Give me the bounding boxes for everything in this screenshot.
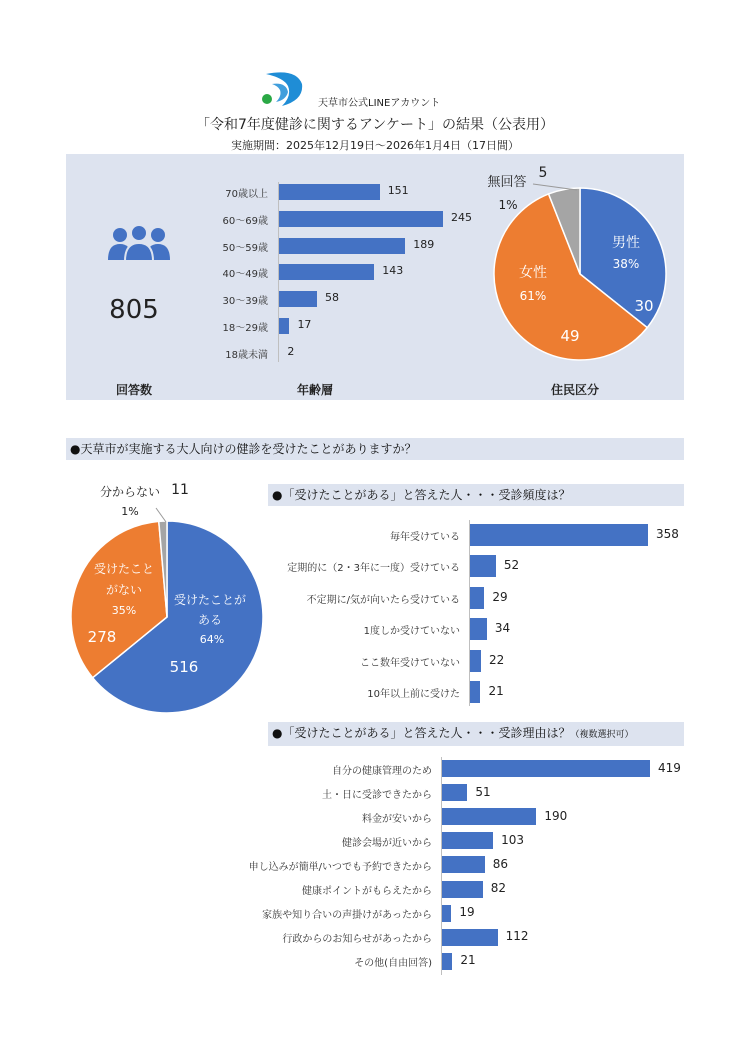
age-category-label: 40～49歳 — [222, 269, 268, 281]
reason-value-label: 112 — [505, 929, 529, 944]
female-percent: 61% — [519, 289, 547, 303]
survey-period: 実施期間：2025年12月19日～2026年1月4日（17日間） — [231, 139, 519, 152]
not-experienced-label-line2: がない — [105, 583, 143, 597]
no-answer-percent: 1% — [498, 198, 518, 212]
reason-value-label: 19 — [459, 905, 475, 920]
reason-bar — [442, 929, 498, 946]
reason-bar — [442, 808, 536, 825]
female-label: 女性 — [519, 265, 547, 281]
freq-value-label: 358 — [656, 527, 679, 541]
experienced-count: 516 — [169, 658, 199, 676]
age-value-label: 143 — [382, 264, 404, 278]
age-category-label: 70歳以上 — [225, 189, 268, 200]
freq-value-label: 29 — [492, 589, 508, 604]
total-label: 回答数 — [115, 383, 152, 397]
age-category-label: 60～69歳 — [222, 215, 268, 227]
reason-bar — [442, 856, 485, 873]
age-category-label: 18歳未満 — [225, 349, 268, 361]
reason-value-label: 419 — [658, 760, 681, 775]
male-percent: 38% — [612, 257, 640, 271]
reason-value-label: 86 — [492, 856, 508, 871]
reason-bar — [442, 784, 467, 801]
freq-value-label: 22 — [488, 652, 505, 667]
reason-value-label: 51 — [475, 784, 491, 799]
reason-bar — [442, 760, 650, 777]
reason-bar — [442, 953, 452, 970]
experienced-label-line1: 受けたことが — [173, 593, 247, 607]
not-experienced-count: 278 — [87, 628, 117, 646]
age-value-label: 58 — [325, 291, 340, 305]
unknown-label: 分からない — [99, 485, 161, 499]
q3-header-note: （複数選択可） — [570, 730, 634, 740]
reason-category-label: 申し込みが簡単/いつでも予約できたから — [248, 861, 432, 873]
freq-category-label: 毎年受けている — [390, 532, 460, 543]
reason-category-label: 土・日に受診できたから — [322, 789, 432, 801]
reason-category-label: 料金が安いから — [362, 813, 432, 825]
experienced-percent: 64% — [199, 633, 225, 646]
freq-category-label: 10年以上前に受けた — [367, 689, 460, 700]
freq-value-label: 52 — [503, 558, 520, 573]
freq-value-label: 34 — [494, 621, 511, 636]
experienced-label-line2: ある — [197, 613, 223, 627]
reason-category-label: 自分の健康管理のため — [332, 765, 432, 777]
q2-header: ●「受けたことがある」と答えた人・・・受診頻度は？ — [268, 484, 684, 506]
total-responses: 805 — [109, 295, 159, 325]
freq-category-label: 不定期に/気が向いたら受けている — [306, 594, 460, 606]
freq-category-label: 1度しか受けていない — [363, 626, 460, 638]
residence-label: 住民区分 — [550, 383, 599, 397]
reason-axis-line — [441, 757, 442, 975]
reason-category-label: その他(自由回答) — [354, 958, 432, 970]
reason-category-label: 行政からのお知らせがあったから — [282, 934, 432, 946]
age-label: 年齢層 — [296, 383, 333, 397]
male-label: 男性 — [612, 235, 640, 251]
account-name: 天草市公式LINEアカウント — [318, 98, 441, 109]
page-title: 「令和7年度健診に関するアンケート」の結果（公表用） — [195, 117, 555, 133]
freq-category-label: 定期的に（2・3年に一度）受けている — [287, 563, 460, 575]
not-experienced-label-line1: 受けたこと — [93, 562, 155, 576]
age-category-label: 50～59歳 — [222, 242, 268, 254]
reason-bar — [442, 832, 493, 849]
reason-value-label: 103 — [501, 832, 525, 847]
not-experienced-percent: 35% — [111, 604, 137, 617]
reason-value-label: 21 — [460, 953, 476, 968]
male-count: 30 — [634, 297, 654, 315]
no-answer-label: 無回答 — [487, 175, 527, 190]
unknown-count: 11 — [171, 482, 189, 498]
reason-value-label: 82 — [490, 881, 506, 895]
age-value-label: 17 — [297, 318, 312, 331]
age-value-label: 189 — [413, 237, 435, 251]
age-category-label: 18～29歳 — [222, 323, 268, 334]
age-value-label: 245 — [451, 210, 472, 224]
female-count: 49 — [560, 327, 580, 345]
age-category-label: 30～39歳 — [222, 296, 268, 308]
freq-value-label: 21 — [488, 684, 504, 698]
unknown-percent: 1% — [121, 505, 139, 518]
reason-bar — [442, 881, 483, 898]
reason-category-label: 家族や知り合いの声掛けがあったから — [262, 910, 432, 922]
q3-header-main: ●「受けたことがある」と答えた人・・・受診理由は？ — [272, 726, 571, 740]
reason-bar — [442, 905, 451, 922]
reason-value-label: 190 — [544, 808, 568, 823]
reason-category-label: 健診会場が近いから — [342, 837, 432, 849]
age-value-label: 2 — [287, 344, 295, 358]
freq-category-label: ここ数年受けていない — [360, 657, 460, 669]
age-value-label: 151 — [387, 184, 409, 197]
no-answer-count: 5 — [538, 165, 548, 181]
reason-category-label: 健康ポイントがもらえたから — [302, 886, 432, 897]
q1-header: ●天草市が実施する大人向けの健診を受けたことがありますか？ — [66, 438, 684, 460]
